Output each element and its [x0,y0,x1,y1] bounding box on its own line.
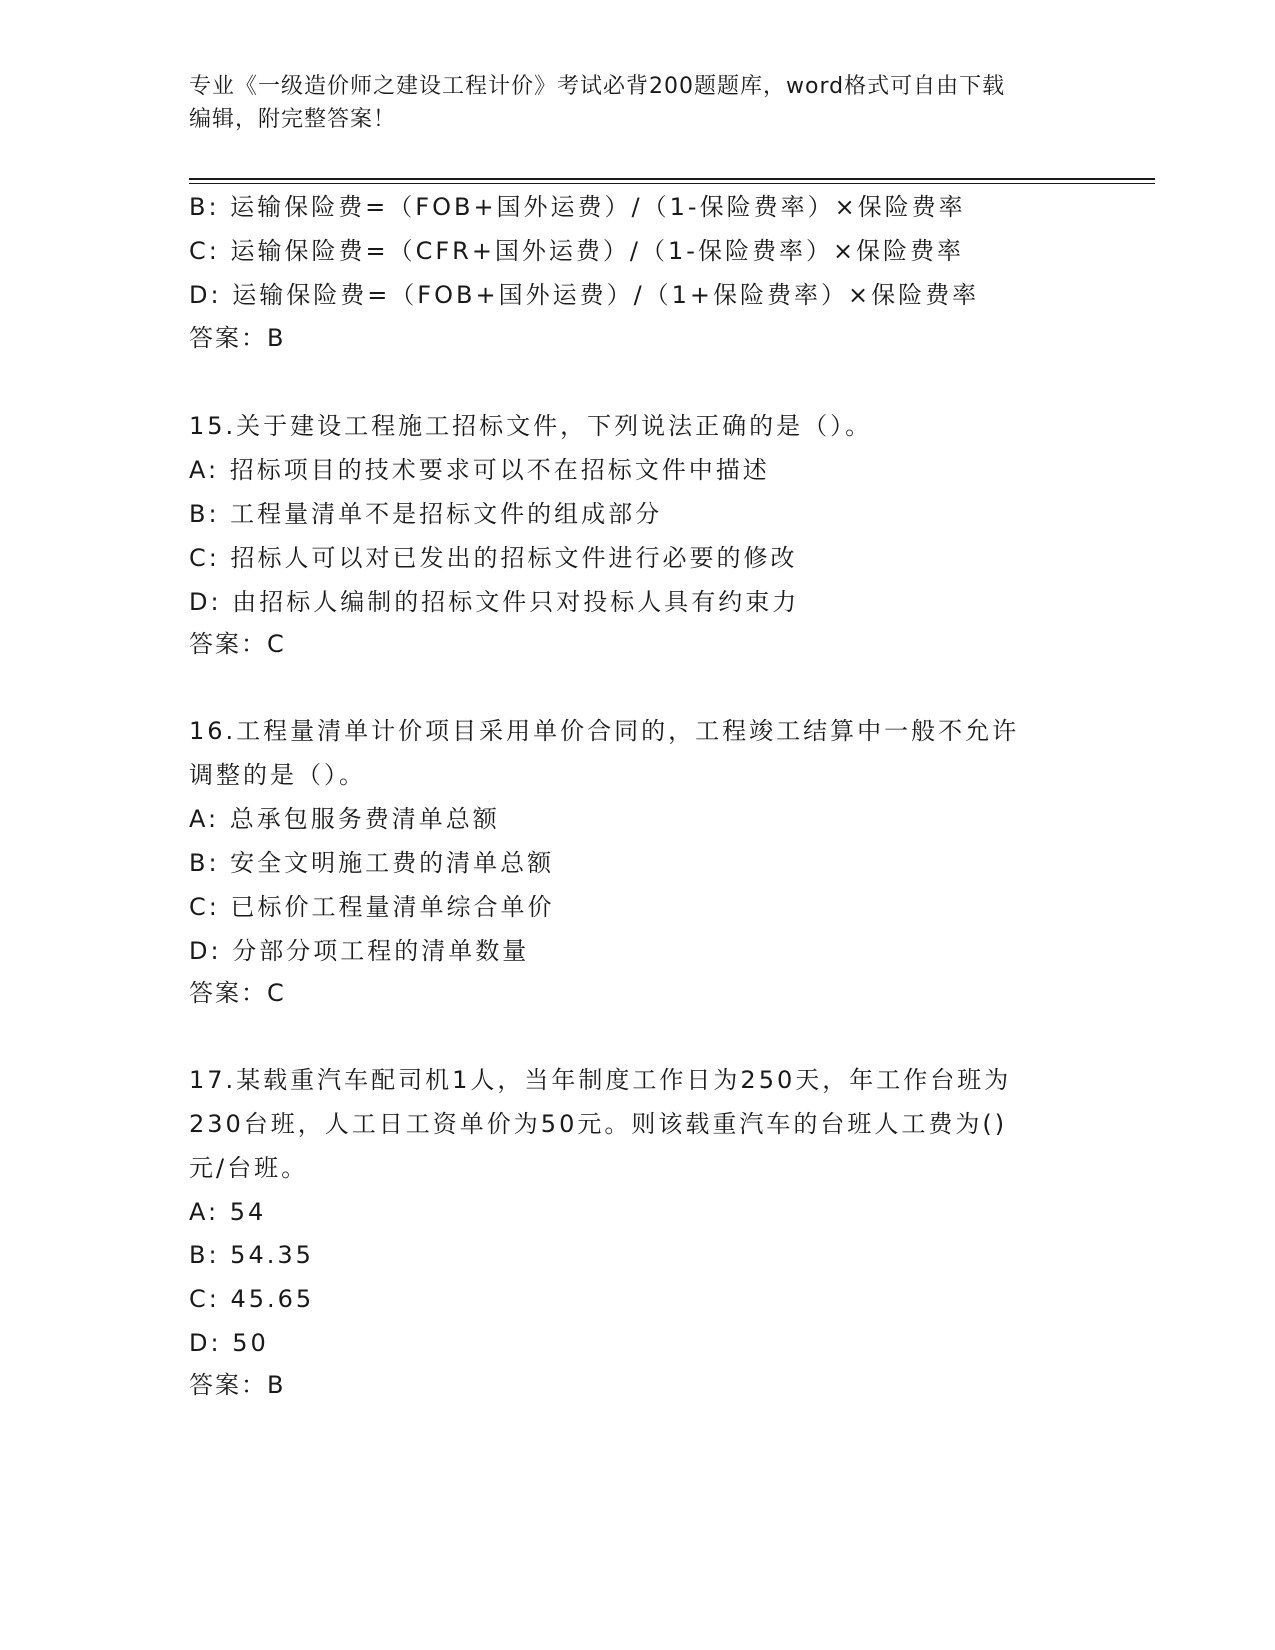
header-divider-thin [189,183,1155,184]
q14-answer: 答案：B [189,324,286,352]
q15-stem: 15.关于建设工程施工招标文件，下列说法正确的是（）。 [189,412,873,440]
q16-option-b: B: 安全文明施工费的清单总额 [189,849,555,877]
q16-answer: 答案：C [189,979,286,1007]
q17-stem-line-2: 230台班，人工日工资单价为50元。则该载重汽车的台班人工费为() [189,1110,1008,1138]
q15-answer: 答案：C [189,630,286,658]
q14-option-c: C: 运输保险费=（CFR+国外运费）/（1-保险费率）×保险费率 [189,237,965,265]
q17-stem-line-3: 元/台班。 [189,1154,309,1182]
q16-option-a: A: 总承包服务费清单总额 [189,805,500,833]
q17-option-b: B: 54.35 [189,1241,314,1269]
q17-option-a: A: 54 [189,1198,267,1226]
header-line-2: 编辑，附完整答案！ [189,107,397,132]
q15-option-b: B: 工程量清单不是招标文件的组成部分 [189,500,663,528]
q16-stem-line-2: 调整的是（）。 [189,761,366,789]
header-divider-thick [189,178,1155,180]
q16-option-d: D: 分部分项工程的清单数量 [189,937,530,965]
q17-answer: 答案：B [189,1371,286,1399]
q17-option-c: C: 45.65 [189,1285,315,1313]
q17-option-d: D: 50 [189,1329,269,1357]
document-header [189,70,1089,136]
q17-stem-line-1: 17.某载重汽车配司机1人，当年制度工作日为250天，年工作台班为 [189,1066,1012,1094]
q15-option-a: A: 招标项目的技术要求可以不在招标文件中描述 [189,456,770,484]
q15-option-d: D: 由招标人编制的招标文件只对投标人具有约束力 [189,588,800,616]
q16-stem-line-1: 16.工程量清单计价项目采用单价合同的，工程竣工结算中一般不允许 [189,717,1020,745]
q14-option-d: D: 运输保险费=（FOB+国外运费）/（1+保险费率）×保险费率 [189,281,980,309]
header-line-1: 专业《一级造价师之建设工程计价》考试必背200题题库，word格式可自由下载 [189,74,1006,99]
q15-option-c: C: 招标人可以对已发出的招标文件进行必要的修改 [189,544,798,572]
q14-option-b: B: 运输保险费=（FOB+国外运费）/（1-保险费率）×保险费率 [189,193,966,221]
q16-option-c: C: 已标价工程量清单综合单价 [189,893,555,921]
